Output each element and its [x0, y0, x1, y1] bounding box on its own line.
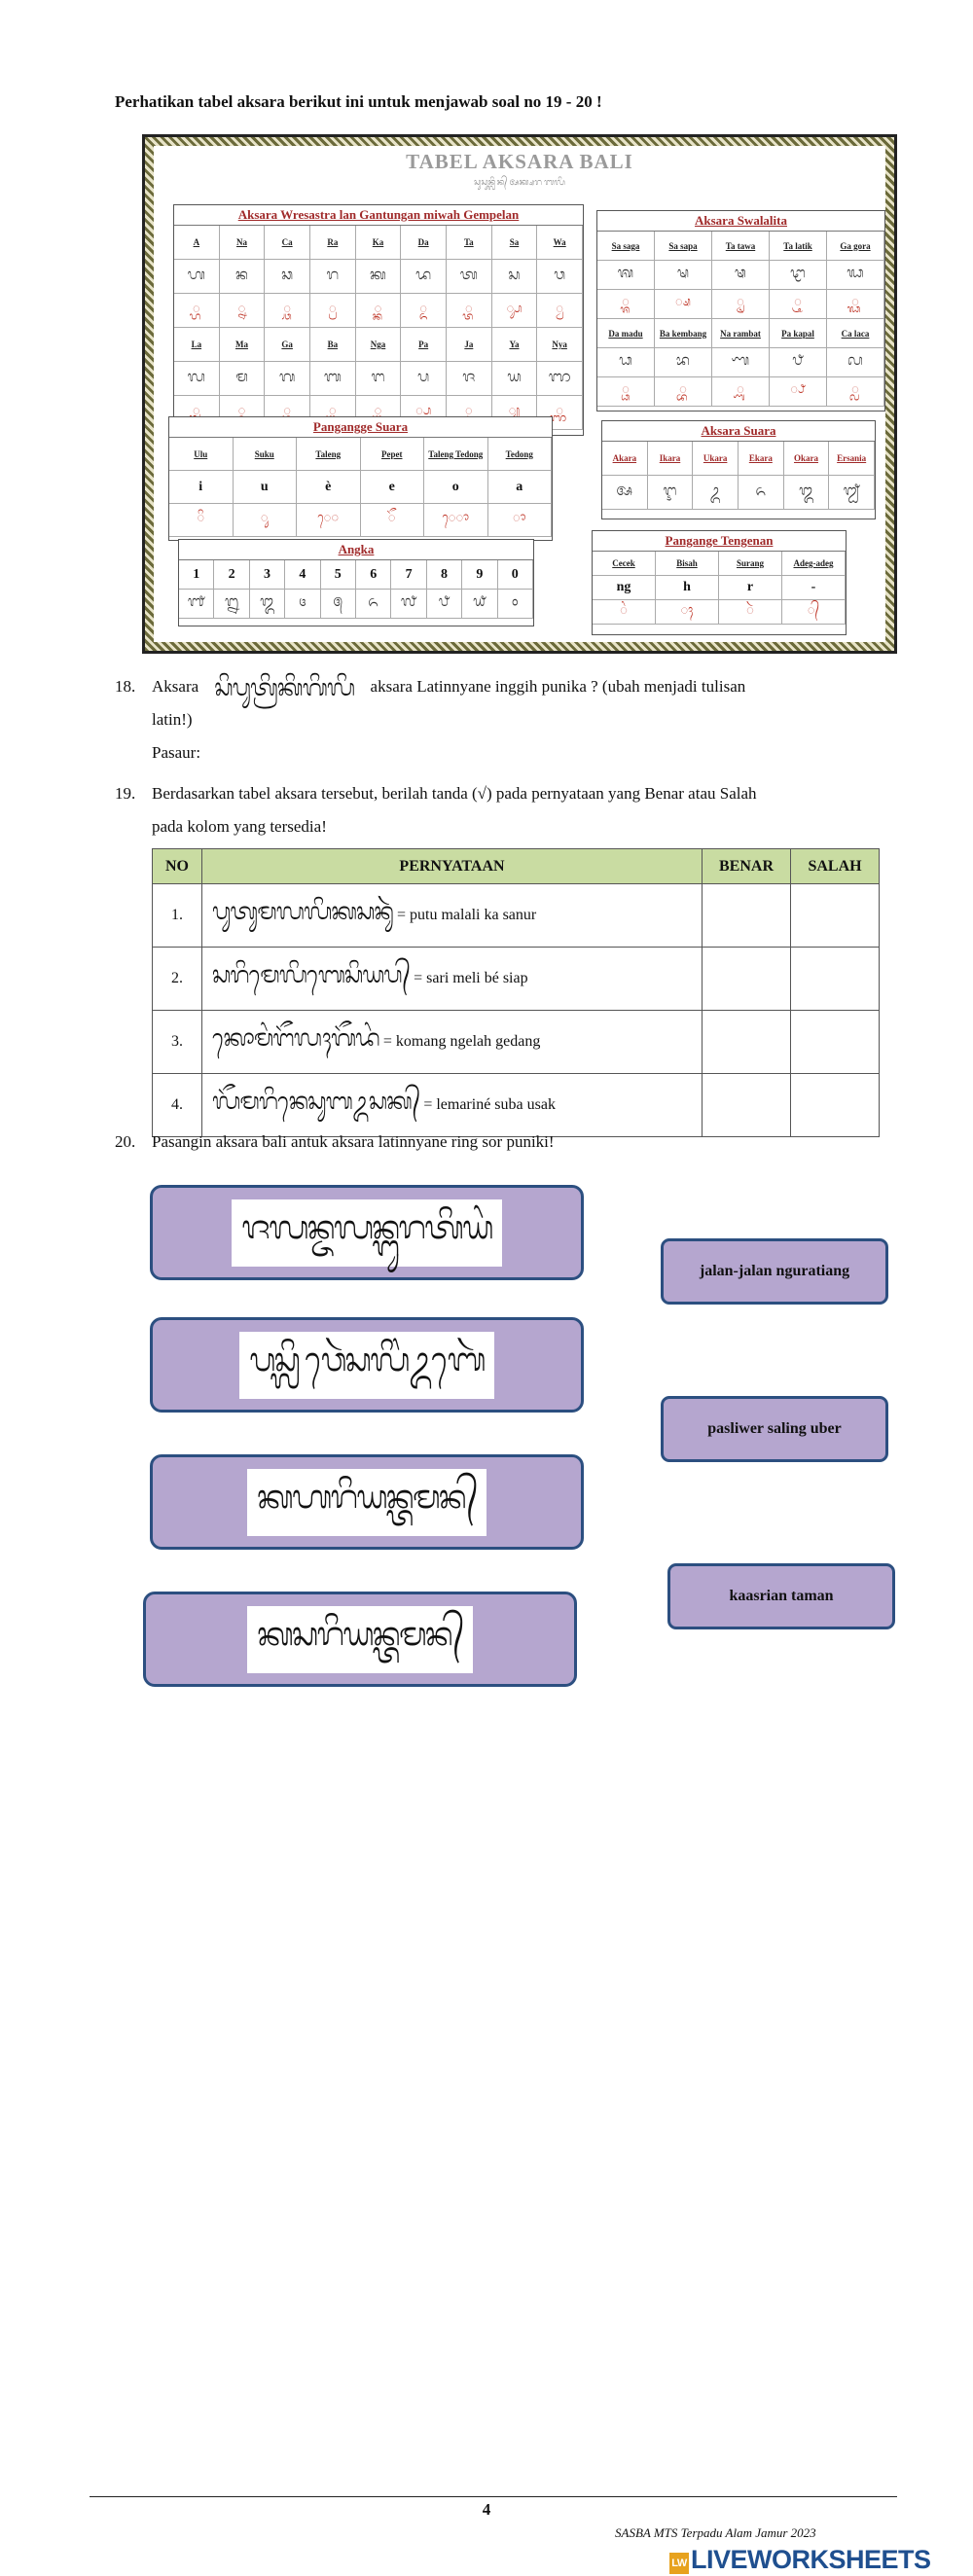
aksara-glyph: ᭄ᬦ: [220, 294, 266, 328]
row-number: 2.: [153, 948, 202, 1011]
angka-box: [178, 539, 534, 626]
aksara-glyph: ᭄ᬣ: [712, 290, 770, 319]
match-right-item[interactable]: jalan-jalan nguratiang: [661, 1238, 888, 1305]
aksara-glyph: ᬩ: [310, 362, 356, 396]
aksara-suara-title: Aksara Suara: [602, 421, 875, 442]
aksara-glyph: ᬦ: [220, 260, 266, 294]
aksara-suara-label: Ekara: [739, 442, 784, 476]
footer-divider: [90, 2496, 897, 2497]
aksara-glyph: ᭄ᬧ: [401, 396, 447, 430]
q19-text-line1: Berdasarkan tabel aksara tersebut, berilah tanda (√) pada pernyataan yang Benar atau Salah: [152, 784, 757, 803]
match-left-item[interactable]: [143, 1592, 577, 1687]
aksara-label: Pa: [401, 328, 447, 362]
aksara-label: Da: [401, 226, 447, 260]
row-number: 3.: [153, 1011, 202, 1074]
pangangge-latin: e: [361, 471, 425, 504]
aksara-glyph: ᬙ: [827, 348, 884, 377]
pangangge-suara-box: [168, 416, 553, 541]
aksara-suara-label: Ukara: [693, 442, 739, 476]
swalalita-title: Aksara Swalalita: [597, 211, 884, 232]
aksara-glyph: ᬓ: [356, 260, 402, 294]
aksara-label: Nya: [537, 328, 583, 362]
aksara-suara-label: Akara: [602, 442, 648, 476]
angka-glyph: ᭒: [214, 590, 249, 619]
q19-statement-table: [152, 848, 880, 1137]
pangangge-glyph: ◌ᬶ: [169, 504, 234, 537]
angka-number: 0: [498, 560, 533, 590]
aksara-glyph: ᬡ: [712, 348, 770, 377]
aksara-label: Sa: [492, 226, 538, 260]
aksara-suara-glyph: ᬐ: [829, 476, 875, 510]
tengenan-latin: ng: [593, 576, 656, 600]
aksara-suara-glyph: ᬇ: [648, 476, 694, 510]
pangangge-tengenan-title: Pangange Tengenan: [593, 531, 846, 552]
aksara-glyph: ᬱ: [655, 261, 712, 290]
aksara-glyph: ᭄ᬤ: [401, 294, 447, 328]
pangangge-latin: i: [169, 471, 234, 504]
aksara-label: Nga: [356, 328, 402, 362]
match-left-script: ᬧᬲ᭄ᬮᬶᬯᬾᬃᬲᬮᬶᬂᬉᬩᬾᬃ: [239, 1332, 493, 1399]
aksara-label: Pa kapal: [770, 319, 827, 348]
q20-text: Pasangin aksara bali antuk aksara latinnyane ring sor puniki!: [152, 1132, 555, 1151]
header-no: NO: [153, 849, 202, 884]
q18-prefix: Aksara: [152, 677, 199, 696]
aksara-glyph: ᬪ: [655, 348, 712, 377]
aksara-suara-glyph: ᬉ: [693, 476, 739, 510]
statement-cell: [202, 948, 703, 1011]
aksara-glyph: ᭄ᬝ: [770, 290, 827, 319]
statement-script: ᬧᬸᬢᬸᬫᬮᬮᬶᬓᬲᬦᬸᬃ: [212, 897, 394, 925]
table-row: [153, 948, 880, 1011]
aksara-glyph: ᭄ᬫ: [220, 396, 266, 430]
aksara-glyph: ᬮ: [174, 362, 220, 396]
benar-checkbox-cell[interactable]: [703, 948, 791, 1011]
aksara-glyph: ᬬ: [492, 362, 538, 396]
footer-source: SASBA MTS Terpadu Alam Jamur 2023: [615, 2525, 816, 2540]
aksara-glyph: ᭄ᬓ: [356, 294, 402, 328]
aksara-glyph: ᭄ᬘ: [265, 294, 310, 328]
aksara-suara-label: Ersania: [829, 442, 875, 476]
aksara-label: Ma: [220, 328, 266, 362]
q19-text-line2: pada kolom yang tersedia!: [152, 817, 327, 836]
aksara-suara-glyph: ᬅ: [602, 476, 648, 510]
aksara-label: Ga: [265, 328, 310, 362]
aksara-table-image: [142, 134, 897, 654]
tengenan-label: Bisah: [656, 552, 719, 576]
angka-number: 3: [250, 560, 285, 590]
aksara-label: Ca: [265, 226, 310, 260]
header-salah: SALAH: [791, 849, 880, 884]
aksara-table-title: TABEL AKSARA BALI: [406, 150, 633, 173]
aksara-glyph: ᭄ᬰ: [597, 290, 655, 319]
aksara-label: Ta: [447, 226, 492, 260]
angka-number: 4: [285, 560, 320, 590]
table-row: [153, 884, 880, 948]
q18-line2: latin!): [152, 710, 193, 729]
header-benar: BENAR: [703, 849, 791, 884]
angka-title: Angka: [179, 540, 533, 560]
statement-latin: = komang ngelah gedang: [382, 1032, 541, 1050]
aksara-glyph: ᭄ᬳ: [174, 294, 220, 328]
q18-answer-label: Pasaur:: [152, 743, 201, 762]
aksara-label: Sa saga: [597, 232, 655, 261]
aksara-label: Na: [220, 226, 266, 260]
aksara-glyph: ᭄ᬩ: [310, 396, 356, 430]
aksara-suara-label: Okara: [784, 442, 830, 476]
pangangge-latin: è: [297, 471, 361, 504]
statement-cell: [202, 1011, 703, 1074]
aksara-label: Ta latik: [770, 232, 827, 261]
angka-glyph: ᭘: [427, 590, 462, 619]
statement-script: ᬮᭂᬫᬭᬶᬦᬾᬲᬸᬩᬉᬲᬓ᭄: [212, 1087, 420, 1115]
statement-script: ᬓᭀᬫᬂᬗᭂᬮᬄᬕᭂᬤᬂ: [212, 1023, 379, 1052]
aksara-label: Ta tawa: [712, 232, 770, 261]
aksara-glyph: ᭄ᬕ: [265, 396, 310, 430]
aksara-label: Ra: [310, 226, 356, 260]
benar-checkbox-cell[interactable]: [703, 1074, 791, 1137]
angka-glyph: ᭙: [462, 590, 497, 619]
aksara-glyph: ᭄ᬥ: [597, 377, 655, 407]
aksara-glyph: ᬥ: [597, 348, 655, 377]
angka-glyph: ᭑: [179, 590, 214, 619]
aksara-glyph: ᭄ᬲ: [492, 294, 538, 328]
pangangge-label: Tedong: [488, 438, 553, 471]
angka-number: 2: [214, 560, 249, 590]
match-left-script: ᬚᬮᬦ᭄ᬚᬮᬦ᭄ᬗᬸᬭᬢᬶᬬᬂ: [232, 1199, 501, 1267]
tengenan-glyph: ◌᭄: [782, 600, 846, 625]
angka-number: 5: [321, 560, 356, 590]
q18-suffix: aksara Latinnyane inggih punika ? (ubah menjadi tulisan: [370, 677, 746, 696]
tengenan-latin: h: [656, 576, 719, 600]
tengenan-glyph: ◌ᬄ: [656, 600, 719, 625]
wresastra-box: [173, 204, 584, 436]
angka-number: 9: [462, 560, 497, 590]
angka-glyph: ᭖: [356, 590, 391, 619]
angka-glyph: ᭓: [250, 590, 285, 619]
angka-glyph: ᭕: [321, 590, 356, 619]
aksara-glyph: ᬰ: [597, 261, 655, 290]
aksara-glyph: ᬕ: [265, 362, 310, 396]
aksara-suara-label: Ikara: [648, 442, 694, 476]
aksara-glyph: ᬖ: [827, 261, 884, 290]
match-left-item[interactable]: [150, 1185, 584, 1280]
statement-script: ᬲᬭᬶᬫᬾᬮᬶᬩᬾᬲᬶᬬᬧ᭄: [212, 960, 411, 988]
aksara-glyph: ᭄ᬨ: [770, 377, 827, 407]
statement-latin: = putu malali ka sanur: [397, 906, 537, 923]
aksara-suara-glyph: ᬑ: [784, 476, 830, 510]
aksara-label: Ca laca: [827, 319, 884, 348]
aksara-label: Ba: [310, 328, 356, 362]
aksara-label: Ya: [492, 328, 538, 362]
tengenan-latin: r: [719, 576, 782, 600]
aksara-glyph: ᭄ᬮ: [174, 396, 220, 430]
aksara-glyph: ᭄ᬬ: [492, 396, 538, 430]
pangangge-suara-title: Pangangge Suara: [169, 417, 552, 438]
row-number: 4.: [153, 1074, 202, 1137]
pangangge-label: Pepet: [361, 438, 425, 471]
aksara-glyph: ᭄ᬡ: [712, 377, 770, 407]
angka-number: 6: [356, 560, 391, 590]
pangangge-glyph: ᬾ◌ᬵ: [424, 504, 488, 537]
liveworksheets-icon: LW: [669, 2553, 689, 2574]
pangangge-glyph: ᬾ◌: [297, 504, 361, 537]
aksara-glyph: ᭄ᬖ: [827, 290, 884, 319]
aksara-label: La: [174, 328, 220, 362]
match-left-item[interactable]: [150, 1317, 584, 1413]
aksara-glyph: ᭄ᬱ: [655, 290, 712, 319]
intro-instruction: Perhatikan tabel aksara berikut ini untuk menjawab soal no 19 - 20 !: [115, 92, 602, 111]
aksara-glyph: ᬲ: [492, 260, 538, 294]
match-right-item[interactable]: pasliwer saling uber: [661, 1396, 888, 1462]
benar-checkbox-cell[interactable]: [703, 1011, 791, 1074]
aksara-glyph: ᬗ: [356, 362, 402, 396]
salah-checkbox-cell[interactable]: [791, 884, 880, 948]
angka-glyph: ᭔: [285, 590, 320, 619]
aksara-label: Sa sapa: [655, 232, 712, 261]
angka-glyph: ᭗: [391, 590, 426, 619]
aksara-glyph: ᬘ: [265, 260, 310, 294]
match-right-item[interactable]: kaasrian taman: [667, 1563, 895, 1629]
pangangge-latin: u: [234, 471, 298, 504]
statement-latin: = sari meli bé siap: [414, 969, 528, 986]
q18-number: 18.: [115, 677, 136, 696]
salah-checkbox-cell[interactable]: [791, 1011, 880, 1074]
aksara-glyph: ᬳ: [174, 260, 220, 294]
pangangge-glyph: ◌ᬸ: [234, 504, 298, 537]
match-left-item[interactable]: [150, 1454, 584, 1550]
statement-latin: = lemariné suba usak: [423, 1095, 556, 1113]
salah-checkbox-cell[interactable]: [791, 1074, 880, 1137]
aksara-glyph: ᭄ᬢ: [447, 294, 492, 328]
wresastra-title: Aksara Wresastra lan Gantungan miwah Gempelan: [174, 205, 583, 226]
aksara-label: Na rambat: [712, 319, 770, 348]
page-number: 4: [482, 2500, 491, 2519]
pangangge-label: Taleng Tedong: [424, 438, 488, 471]
aksara-glyph: ᭄ᬗ: [356, 396, 402, 430]
tengenan-glyph: ◌ᬂ: [593, 600, 656, 625]
match-left-script: ᬓᬲᬭᬶᬬᬦ᭄ᬢᬫᬦ᭄: [247, 1606, 473, 1673]
aksara-glyph: ᬧ: [401, 362, 447, 396]
match-left-script: ᬓᬳᬭᬶᬬᬦ᭄ᬢᬫᬦ᭄: [247, 1469, 486, 1536]
liveworksheets-logo[interactable]: [669, 2545, 931, 2575]
aksara-suara-glyph: ᬏ: [739, 476, 784, 510]
statement-cell: [202, 884, 703, 948]
angka-number: 8: [427, 560, 462, 590]
aksara-glyph: ᭄ᬙ: [827, 377, 884, 407]
q19-number: 19.: [115, 784, 136, 803]
aksara-glyph: ᬣ: [712, 261, 770, 290]
angka-number: 7: [391, 560, 426, 590]
aksara-label: Ga gora: [827, 232, 884, 261]
aksara-table-subtitle: ᬲᬸᬲᬸᬦ᭄ᬮᬶᬦ᭄ ᬅᬓ᭄ᬱᬭ ᬩᬮᬶ: [474, 177, 565, 187]
aksara-label: Da madu: [597, 319, 655, 348]
salah-checkbox-cell[interactable]: [791, 948, 880, 1011]
aksara-glyph: ᬜ: [537, 362, 583, 396]
aksara-label: A: [174, 226, 220, 260]
q18-line1: [152, 671, 880, 703]
aksara-glyph: ᬝ: [770, 261, 827, 290]
q20-number: 20.: [115, 1132, 136, 1151]
tengenan-label: Surang: [719, 552, 782, 576]
angka-number: 1: [179, 560, 214, 590]
row-number: 1.: [153, 884, 202, 948]
aksara-label: Ka: [356, 226, 402, 260]
aksara-glyph: ᭄ᬯ: [537, 294, 583, 328]
aksara-label: Wa: [537, 226, 583, 260]
pangangge-glyph: ◌ᬵ: [488, 504, 553, 537]
tengenan-label: Adeg-adeg: [782, 552, 846, 576]
pangangge-latin: a: [488, 471, 553, 504]
pangangge-latin: o: [424, 471, 488, 504]
q18-script-image: ᬲᬶᬧᬸᬢ᭄ᬭᬶᬓᬶᬕᬶᬮᬶ: [214, 674, 355, 702]
tengenan-latin: -: [782, 576, 846, 600]
angka-glyph: ᭐: [498, 590, 533, 619]
pangangge-tengenan-box: [592, 530, 847, 635]
pangangge-label: Taleng: [297, 438, 361, 471]
aksara-label: Ba kembang: [655, 319, 712, 348]
benar-checkbox-cell[interactable]: [703, 884, 791, 948]
tengenan-label: Cecek: [593, 552, 656, 576]
aksara-label: Ja: [447, 328, 492, 362]
aksara-glyph: ᬨ: [770, 348, 827, 377]
aksara-glyph: ᬭ: [310, 260, 356, 294]
aksara-glyph: ᬚ: [447, 362, 492, 396]
aksara-glyph: ᭄ᬚ: [447, 396, 492, 430]
tengenan-glyph: ◌ᬃ: [719, 600, 782, 625]
aksara-suara-box: [601, 420, 876, 519]
pangangge-label: Suku: [234, 438, 298, 471]
pangangge-label: Ulu: [169, 438, 234, 471]
liveworksheets-text: LIVEWORKSHEETS: [691, 2545, 931, 2574]
aksara-glyph: ᬫ: [220, 362, 266, 396]
aksara-glyph: ᭄ᬭ: [310, 294, 356, 328]
aksara-glyph: ᬢ: [447, 260, 492, 294]
aksara-glyph: ᬤ: [401, 260, 447, 294]
header-pernyataan: PERNYATAAN: [202, 849, 703, 884]
swalalita-box: [596, 210, 885, 411]
pangangge-glyph: ◌ᭂ: [361, 504, 425, 537]
table-row: [153, 1011, 880, 1074]
aksara-glyph: ᭄ᬪ: [655, 377, 712, 407]
aksara-glyph: ᬯ: [537, 260, 583, 294]
aksara-glyph: ᭄ᬜ: [537, 396, 583, 430]
